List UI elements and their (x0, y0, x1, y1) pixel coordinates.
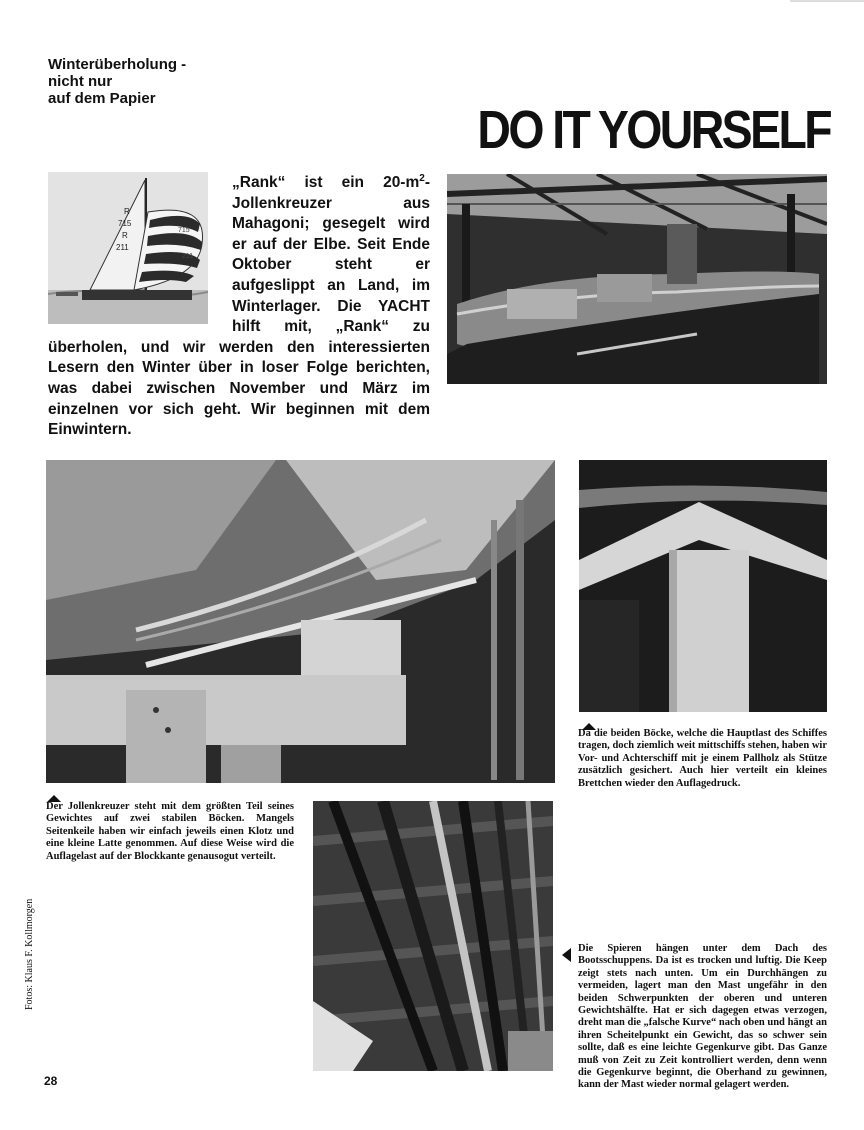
sail-number-211-2: 211 (182, 253, 194, 260)
page-number: 28 (44, 1074, 58, 1088)
photo-credit: Fotos: Klaus F. Kollmorgen (24, 898, 35, 1010)
sail-number-r-2: R (122, 231, 128, 240)
kicker (48, 56, 248, 107)
boatshed-photo (447, 174, 827, 384)
intro-text-part-1: „Rank“ ist ein 20-m (232, 174, 420, 191)
trestles-illustration (46, 460, 555, 783)
spars-illustration (313, 801, 553, 1071)
kicker-line-3: auf dem Papier (48, 90, 156, 107)
caption-spars: Die Spieren hängen unter dem Dach des Bootsschuppens. Da ist es trocken und luftig. Die Keep zeigt stets nach unten. Um ein Durchhängen zu vermeiden, lagert man den Mast ungefähr in den beiden Schwerpunkten der oberen und unteren Gewichtshälfte. Hat er sich dagegen etwas verzogen, dreht man die „falsche Kurve“ nach oben und hängt an ihren Scheitelpunkt ein Gewicht, das so schwer sein sollte, daß es eine leichte Gegenkurve gibt. Das Ganze muß von Zeit zu Zeit kontrolliert werden, denn wenn die Gegenkurve beginnt, die Oberhand zu gewinnen, kann der Mast wieder normal gelagert werden. (578, 943, 827, 1091)
spars-photo (313, 801, 553, 1071)
sail-number-r-1: R (124, 207, 130, 216)
boatshed-illustration (447, 174, 827, 384)
sail-number-715-1: 715 (118, 219, 132, 228)
trestles-photo (46, 460, 555, 783)
sail-number-715-2: 715 (178, 227, 190, 234)
left-arrow-icon (562, 948, 571, 962)
support-photo (579, 460, 827, 712)
caption-trestles: Der Jollenkreuzer steht mit dem größten Teil seines Gewichtes auf zwei stabilen Böcken. Mangels Seitenkeile haben wir einfach jeweils einen Klotz und eine kleine Latte genommen. Auf diese Weise wird die Auflagelast auf der Blockkante genausogut verteilt. (46, 801, 294, 862)
support-illustration (579, 460, 827, 712)
sail-number-211-1: 211 (116, 243, 129, 252)
caption-support: Da die beiden Böcke, welche die Hauptlast des Schiffes tragen, doch ziemlich weit mittschiffs stehen, haben wir Vor- und Achterschiff mit je einem Pallholz als Stütze zusätzlich gesichert. Auch hier verteilt ein kleines Brettchen wieder den Auflagedruck. (578, 728, 827, 789)
top-edge-rule (790, 0, 864, 2)
photo-wrap-space (48, 173, 232, 323)
kicker-line-1: Winterüberholung - (48, 56, 187, 73)
intro-text-part-2: -Jollenkreuzer aus Mahagoni; gesegelt wird er auf der Elbe. Seit Ende Oktober steht er aufgeslippt an Land, im Winterlager. Die YACHT hilft mit, „Rank“ zu überholen, und wir werden den interessierten Lesern den Winter über in loser Folge berichten, was dabei zwischen November und März im einzelnen vor sich geht. Wir beginnen mit dem Einwintern. (48, 174, 430, 439)
kicker-line-2: nicht nur (48, 73, 113, 90)
headline: DO IT YOURSELF (477, 100, 830, 160)
intro-superscript: 2 (419, 172, 425, 184)
intro-text (48, 173, 430, 441)
